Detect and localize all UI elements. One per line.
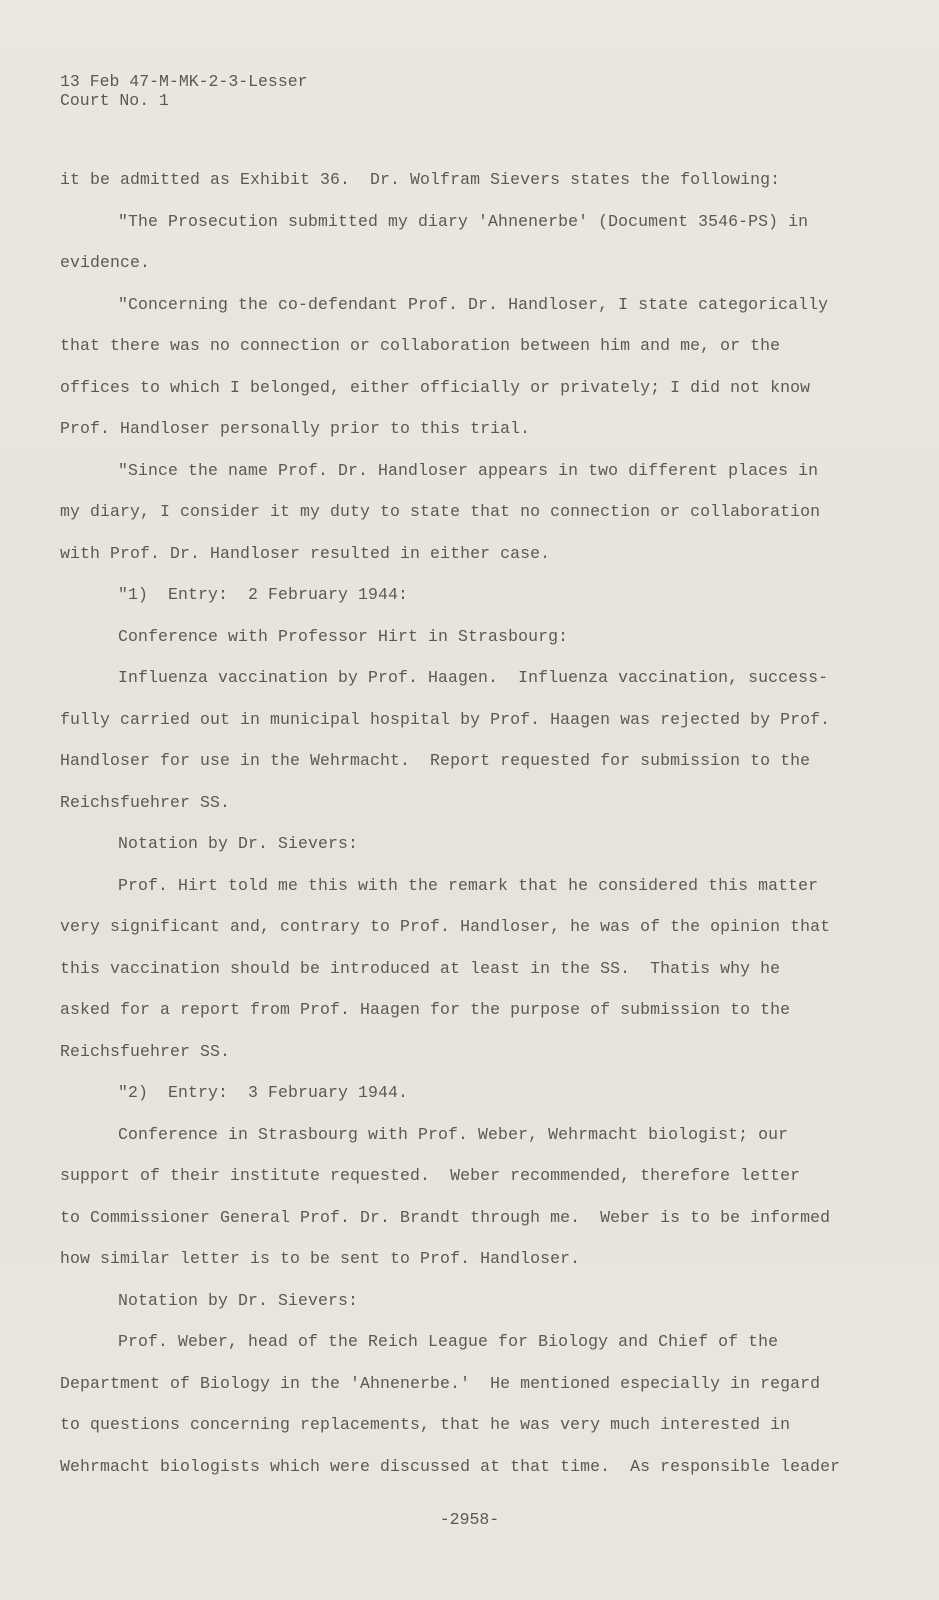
text-line: Department of Biology in the 'Ahnenerbe.' He mentioned especially in regard — [60, 1373, 821, 1393]
text-line: with Prof. Dr. Handloser resulted in either case. — [60, 543, 551, 563]
text-line: "2) Entry: 3 February 1944. — [118, 1083, 409, 1102]
text-line: Influenza vaccination by Prof. Haagen. Influenza vaccination, success- — [118, 668, 829, 687]
text-line: Handloser for use in the Wehrmacht. Report requested for submission to the — [60, 751, 811, 770]
text-line: Reichsfuehrer SS. — [60, 1041, 231, 1061]
text-line: "Concerning the co-defendant Prof. Dr. Handloser, I state categorically — [118, 294, 829, 314]
page-number: -2958- — [439, 1510, 500, 1529]
text-line: to questions concerning replacements, that he was very much interested in — [60, 1415, 791, 1434]
text-line: Wehrmacht biologists which were discussed at that time. As responsible leader — [60, 1456, 841, 1476]
text-line: fully carried out in municipal hospital by Prof. Haagen was rejected by Prof. — [60, 709, 831, 729]
text-line: evidence. — [60, 253, 151, 272]
text-line: that there was no connection or collaboration between him and me, or the — [60, 336, 781, 355]
text-line: Notation by Dr. Sievers: — [118, 834, 359, 853]
text-line: "The Prosecution submitted my diary 'Ahnenerbe' (Document 3546-PS) in — [118, 211, 809, 231]
text-line: "1) Entry: 2 February 1944: — [118, 585, 409, 604]
text-line: Prof. Hirt told me this with the remark that he considered this matter — [118, 875, 819, 895]
text-line: Conference with Professor Hirt in Strasbourg: — [118, 626, 569, 646]
text-line: this vaccination should be introduced at least in the SS. Thatis why he — [60, 958, 781, 978]
header-court-number: Court No. 1 — [60, 91, 169, 110]
text-line: Prof. Weber, head of the Reich League for Biology and Chief of the — [118, 1332, 779, 1351]
text-line: to Commissioner General Prof. Dr. Brandt through me. Weber is to be informed — [60, 1207, 831, 1227]
text-line: support of their institute requested. Weber recommended, therefore letter — [60, 1166, 801, 1185]
text-line: how similar letter is to be sent to Prof. Handloser. — [60, 1249, 581, 1268]
header-case-reference: 13 Feb 47-M-MK-2-3-Lesser — [60, 72, 308, 91]
text-line: my diary, I consider it my duty to state that no connection or collaboration — [60, 502, 821, 521]
text-line: asked for a report from Prof. Haagen for the purpose of submission to the — [60, 1000, 791, 1019]
text-line: very significant and, contrary to Prof. Handloser, he was of the opinion that — [60, 917, 831, 936]
text-line: "Since the name Prof. Dr. Handloser appears in two different places in — [118, 460, 819, 480]
text-line: it be admitted as Exhibit 36. Dr. Wolfram Sievers states the following: — [60, 170, 781, 189]
text-line: Reichsfuehrer SS. — [60, 792, 231, 812]
text-line: offices to which I belonged, either officially or privately; I did not know — [60, 377, 811, 397]
text-line: Notation by Dr. Sievers: — [118, 1290, 359, 1310]
text-line: Prof. Handloser personally prior to this trial. — [60, 419, 531, 438]
text-line: Conference in Strasbourg with Prof. Weber, Wehrmacht biologist; our — [118, 1124, 789, 1144]
document-body — [60, 169, 920, 1497]
